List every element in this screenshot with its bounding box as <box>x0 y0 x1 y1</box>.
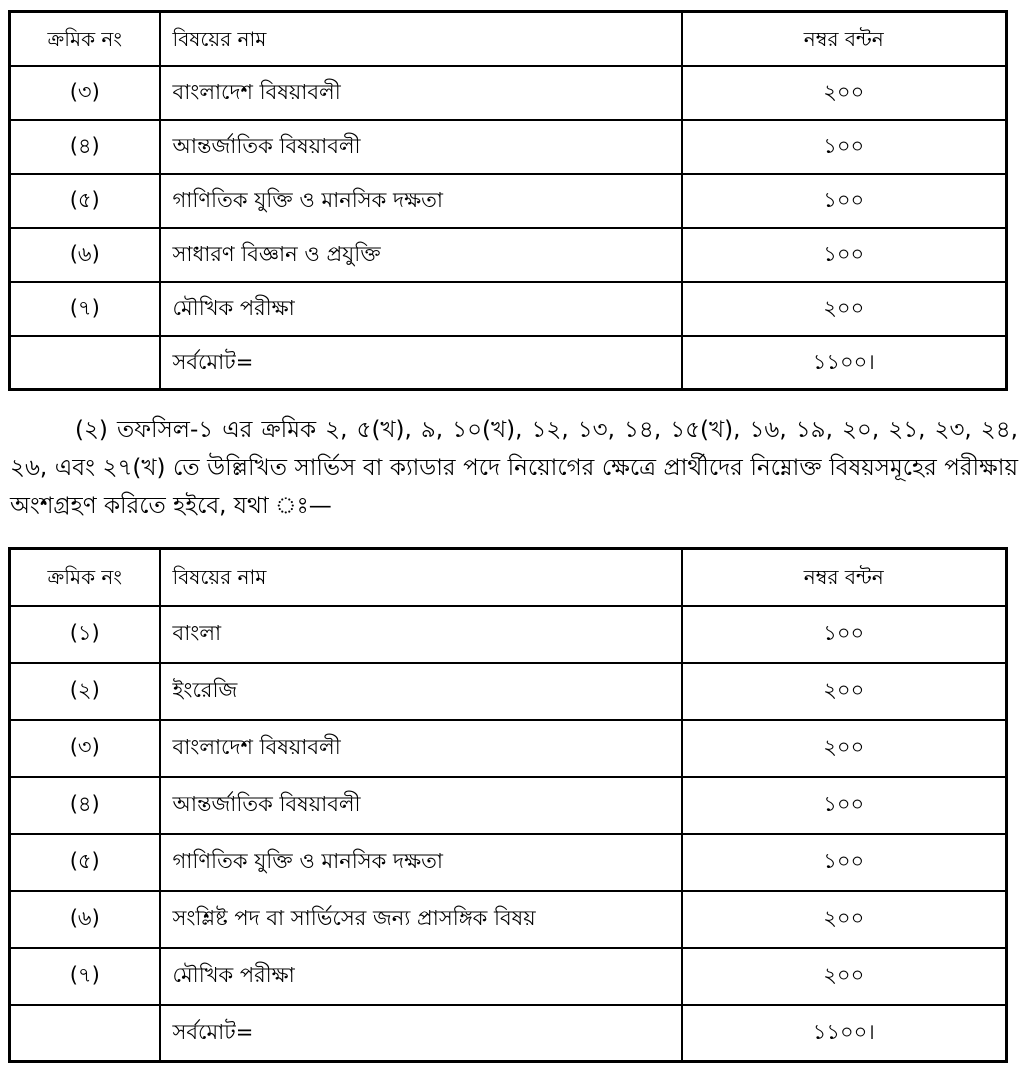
serial-cell: (৬) <box>10 891 160 948</box>
table-row <box>10 606 1007 663</box>
serial-cell: (৩) <box>10 720 160 777</box>
subject-cell: বাংলা <box>160 606 682 663</box>
table-row <box>10 663 1007 720</box>
subject-cell: ইংরেজি <box>160 663 682 720</box>
header-marks-distribution: নম্বর বন্টন <box>682 12 1007 66</box>
marks-cell: ২০০ <box>682 282 1007 336</box>
serial-cell: (৩) <box>10 66 160 120</box>
subject-cell: গাণিতিক যুক্তি ও মানসিক দক্ষতা <box>160 174 682 228</box>
table-row <box>10 282 1007 336</box>
subject-cell: আন্তর্জাতিক বিষয়াবলী <box>160 777 682 834</box>
total-label: সর্বমোট= <box>160 1005 682 1062</box>
total-serial-cell <box>10 336 160 390</box>
header-subject-name: বিষয়ের নাম <box>160 12 682 66</box>
table-row <box>10 891 1007 948</box>
serial-cell: (২) <box>10 663 160 720</box>
total-marks: ১১০০। <box>682 336 1007 390</box>
marks-cell: ১০০ <box>682 834 1007 891</box>
serial-cell: (৫) <box>10 174 160 228</box>
table-header-row <box>10 549 1007 606</box>
total-row <box>10 336 1007 390</box>
marks-cell: ১০০ <box>682 777 1007 834</box>
marks-distribution-table-2 <box>8 547 1008 1063</box>
serial-cell: (৭) <box>10 282 160 336</box>
header-marks-distribution: নম্বর বন্টন <box>682 549 1007 606</box>
total-label: সর্বমোট= <box>160 336 682 390</box>
table-row <box>10 777 1007 834</box>
header-serial-no: ক্রমিক নং <box>10 549 160 606</box>
marks-cell: ২০০ <box>682 891 1007 948</box>
marks-cell: ১০০ <box>682 606 1007 663</box>
marks-cell: ২০০ <box>682 948 1007 1005</box>
header-subject-name: বিষয়ের নাম <box>160 549 682 606</box>
table-row <box>10 948 1007 1005</box>
rule-paragraph: (২) তফসিল-১ এর ক্রমিক ২, ৫(খ), ৯, ১০(খ), ১২, ১৩, ১৪, ১৫(খ), ১৬, ১৯, ২০, ২১, ২৩, ২৪, ২৬, এবং ২৭(খ) তে উল্লিখিত সার্ভিস বা ক্যাডার পদে নিয়োগের ক্ষেত্রে প্রার্থীদের নিম্নোক্ত বিষয়সমূহের পরীক্ষায় অংশগ্রহণ করিতে হইবে, যথা ঃ— <box>10 417 1018 519</box>
serial-cell: (৫) <box>10 834 160 891</box>
table-row <box>10 228 1007 282</box>
subject-cell: গাণিতিক যুক্তি ও মানসিক দক্ষতা <box>160 834 682 891</box>
subject-cell: সাধারণ বিজ্ঞান ও প্রযুক্তি <box>160 228 682 282</box>
subject-cell: মৌখিক পরীক্ষা <box>160 948 682 1005</box>
total-serial-cell <box>10 1005 160 1062</box>
marks-cell: ২০০ <box>682 66 1007 120</box>
subject-cell: বাংলাদেশ বিষয়াবলী <box>160 66 682 120</box>
table-row <box>10 720 1007 777</box>
marks-cell: ২০০ <box>682 720 1007 777</box>
total-marks: ১১০০। <box>682 1005 1007 1062</box>
marks-cell: ১০০ <box>682 174 1007 228</box>
table-row <box>10 174 1007 228</box>
table-row <box>10 120 1007 174</box>
subject-cell: সংশ্লিষ্ট পদ বা সার্ভিসের জন্য প্রাসঙ্গিক বিষয় <box>160 891 682 948</box>
table-header-row <box>10 12 1007 66</box>
serial-cell: (৭) <box>10 948 160 1005</box>
subject-cell: আন্তর্জাতিক বিষয়াবলী <box>160 120 682 174</box>
serial-cell: (৪) <box>10 120 160 174</box>
subject-cell: মৌখিক পরীক্ষা <box>160 282 682 336</box>
serial-cell: (১) <box>10 606 160 663</box>
table-row <box>10 66 1007 120</box>
marks-cell: ১০০ <box>682 228 1007 282</box>
serial-cell: (৬) <box>10 228 160 282</box>
subject-cell: বাংলাদেশ বিষয়াবলী <box>160 720 682 777</box>
header-serial-no: ক্রমিক নং <box>10 12 160 66</box>
serial-cell: (৪) <box>10 777 160 834</box>
total-row <box>10 1005 1007 1062</box>
marks-distribution-table-1 <box>8 10 1008 391</box>
marks-cell: ১০০ <box>682 120 1007 174</box>
marks-cell: ২০০ <box>682 663 1007 720</box>
table-row <box>10 834 1007 891</box>
